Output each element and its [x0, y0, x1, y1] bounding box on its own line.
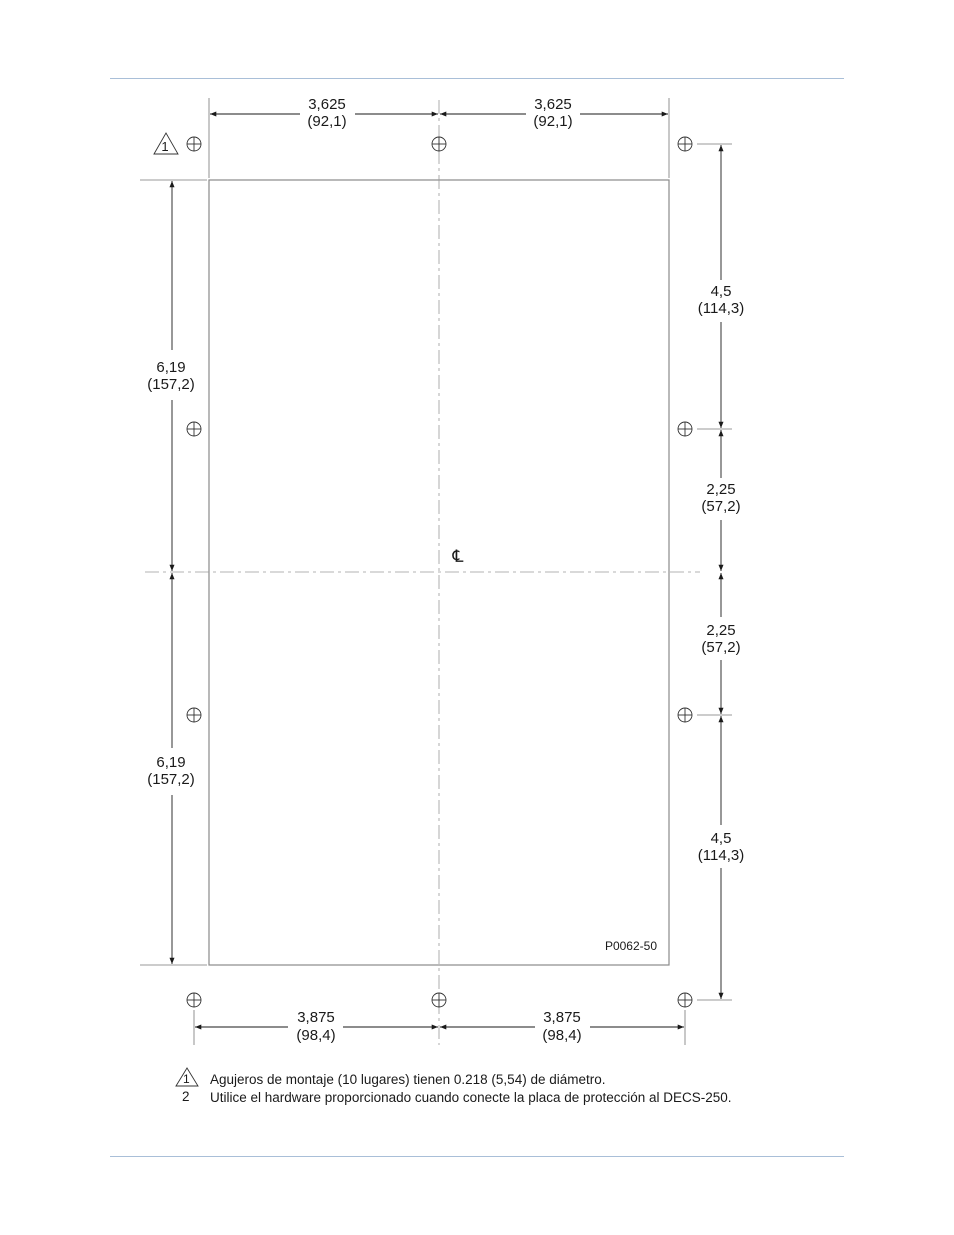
note-1: [172, 1070, 732, 1088]
mounting-hole-icon: [678, 993, 692, 1007]
dim-right-2-value: 2,25: [706, 481, 736, 498]
dim-bottom-left-metric: (98,4): [296, 1027, 336, 1044]
dim-top-left-metric: (92,1): [307, 113, 347, 130]
dim-left-upper-value: 6,19: [156, 359, 186, 376]
mounting-hole-icon: [187, 422, 201, 436]
dim-top-right-metric: (92,1): [533, 113, 573, 130]
mounting-hole-icon: [678, 137, 692, 151]
dim-left-lower-metric: (157,2): [147, 771, 195, 788]
dim-right-1-metric: (114,3): [697, 300, 745, 317]
dim-right-3-value: 2,25: [706, 622, 736, 639]
note-1-text: Agujeros de montaje (10 lugares) tienen 0.218 (5,54) de diámetro.: [210, 1071, 606, 1087]
dim-left-lower-value: 6,19: [156, 754, 186, 771]
dim-right-4-metric: (114,3): [697, 847, 745, 864]
dim-right-2-metric: (57,2): [701, 498, 741, 515]
footer-rule: [110, 1156, 844, 1157]
centerline-symbol: ℄: [452, 547, 464, 566]
mounting-hole-icon: [678, 422, 692, 436]
plate-outline: [209, 180, 669, 965]
dim-bottom-right-metric: (98,4): [542, 1027, 582, 1044]
note-2-text: Utilice el hardware proporcionado cuando conecte la placa de protección al DECS-250.: [210, 1089, 732, 1105]
mounting-hole-icon: [187, 137, 201, 151]
mounting-hole-icon: [678, 708, 692, 722]
mounting-hole-icon: [432, 993, 446, 1007]
note-1-number: 1: [183, 1072, 190, 1086]
callout-triangle-icon: [154, 133, 178, 154]
dim-right-4-value: 4,5: [710, 830, 732, 847]
note-2-mark: [172, 1088, 210, 1106]
note-1-mark: [172, 1070, 210, 1088]
drawing-number: P0062-50: [604, 939, 657, 953]
dim-bottom-right-value: 3,875: [543, 1009, 581, 1026]
callout-number: 1: [161, 139, 169, 154]
dim-right-1-value: 4,5: [710, 283, 732, 300]
notes: [172, 1070, 732, 1106]
note-2-number: 2: [182, 1089, 190, 1104]
dim-right-3-metric: (57,2): [701, 639, 741, 656]
dim-top-right-value: 3,625: [534, 96, 572, 113]
mounting-hole-icon: [432, 137, 446, 151]
dim-bottom-left-value: 3,875: [297, 1009, 335, 1026]
mounting-hole-icon: [187, 708, 201, 722]
note-2: [172, 1088, 732, 1106]
dim-top-left-value: 3,625: [308, 96, 346, 113]
mounting-hole-icon: [187, 993, 201, 1007]
dim-left-upper-metric: (157,2): [147, 376, 195, 393]
